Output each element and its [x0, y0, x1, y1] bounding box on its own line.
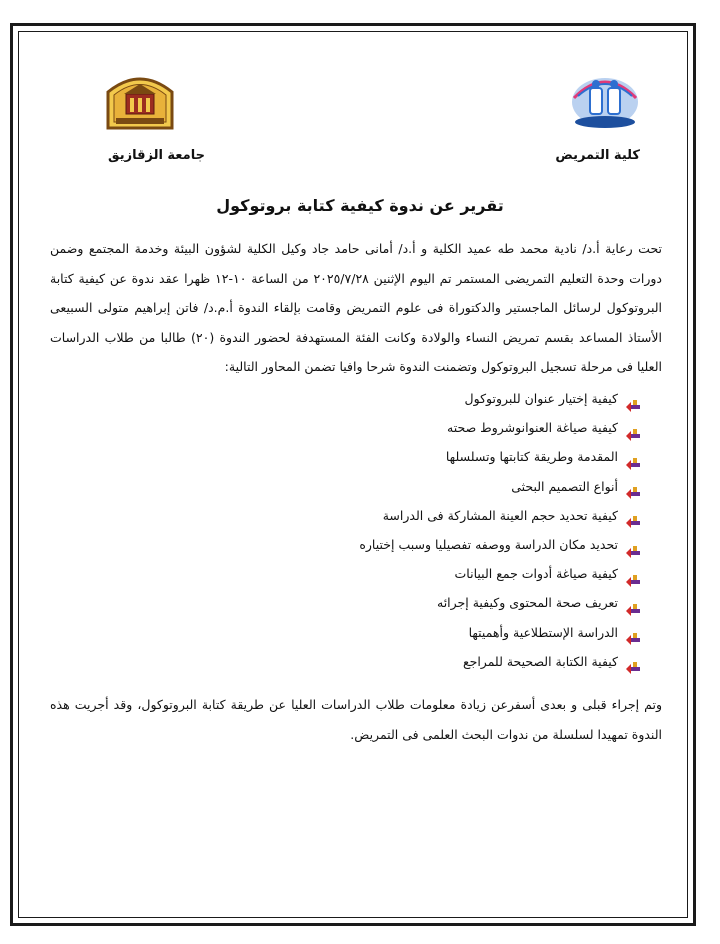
report-title: تقرير عن ندوة كيفية كتابة بروتوكول — [216, 196, 504, 215]
topic-text: أنواع التصميم البحثى — [511, 478, 618, 494]
topic-text: تحديد مكان الدراسة ووصفه تفصيليا وسبب إختياره — [359, 536, 618, 552]
topic-text: كيفية إختيار عنوان للبروتوكول — [464, 391, 618, 406]
topic-text: كيفية الكتابة الصحيحة للمراجع — [462, 653, 618, 669]
arrow-bullet-icon — [626, 480, 640, 492]
arrow-bullet-icon — [626, 655, 640, 667]
list-item — [240, 647, 640, 676]
list-item — [240, 384, 640, 413]
list-item — [240, 618, 640, 647]
topic-text: الدراسة الإستطلاعية وأهميتها — [468, 624, 618, 640]
faculty-name: كلية التمريض — [555, 148, 640, 163]
arrow-bullet-icon — [626, 422, 640, 434]
arrow-bullet-icon — [626, 393, 640, 405]
nursing-faculty-logo-icon — [568, 62, 642, 132]
list-item — [240, 442, 640, 471]
arrow-bullet-icon — [626, 597, 640, 609]
topic-text: كيفية صياغة أدوات جمع البيانات — [454, 566, 618, 582]
university-crest-icon — [104, 72, 176, 130]
conclusion-paragraph: وتم إجراء قبلى و بعدى أسفرعن زيادة معلومات طلاب الدراسات العليا عن طريقة كتابة البروتوكول، وقد أجريت هذه الندوة تمهيدا لسلسلة من ندوات البحث العلمى فى التمريض. — [50, 697, 662, 742]
arrow-bullet-icon — [626, 568, 640, 580]
topic-text: كيفية صياغة العنوانوشروط صحته — [447, 420, 618, 436]
arrow-bullet-icon — [626, 626, 640, 638]
list-item — [240, 472, 640, 501]
arrow-bullet-icon — [626, 539, 640, 551]
topic-text: كيفية تحديد حجم العينة المشاركة فى الدراسة — [382, 507, 618, 523]
topics-list — [240, 384, 640, 676]
topic-text: المقدمة وطريقة كتابتها وتسلسلها — [445, 449, 618, 465]
list-item — [240, 413, 640, 442]
university-name: جامعة الزقازيق — [108, 148, 205, 163]
list-item — [240, 559, 640, 588]
intro-paragraph: تحت رعاية أ.د/ نادية محمد طه عميد الكلية و أ.د/ أمانى حامد جاد وكيل الكلية لشؤون البيئة وخدمة المجتمع وضمن دورات وحدة التعليم التمريضى المستمر تم اليوم الإثنين ٢٠٢٥/٧/٢٨ من الساعة ١٠-١٢ ظهرا عقد ندوة عن كيفية كتابة البروتوكول لرسائل الماجستير والدكتوراة فى علوم التمريض وقامت بإلقاء الندوة أ.م.د/ فاتن إبراهيم متولى السبيعى الأستاذ المساعد بقسم تمريض النساء والولادة وكانت الفئة المستهدفة لحضور الندوة (٢٠) طالبا من طلاب الدراسات العليا فى مرحلة تسجيل البروتوكول وتضمنت الندوة شرحا وافيا تضمن المحاور التالية: — [50, 241, 662, 374]
arrow-bullet-icon — [626, 451, 640, 463]
topic-text: تعريف صحة المحتوى وكيفية إجرائه — [437, 595, 618, 611]
list-item — [240, 588, 640, 617]
list-item — [240, 530, 640, 559]
list-item — [240, 501, 640, 530]
arrow-bullet-icon — [626, 509, 640, 521]
